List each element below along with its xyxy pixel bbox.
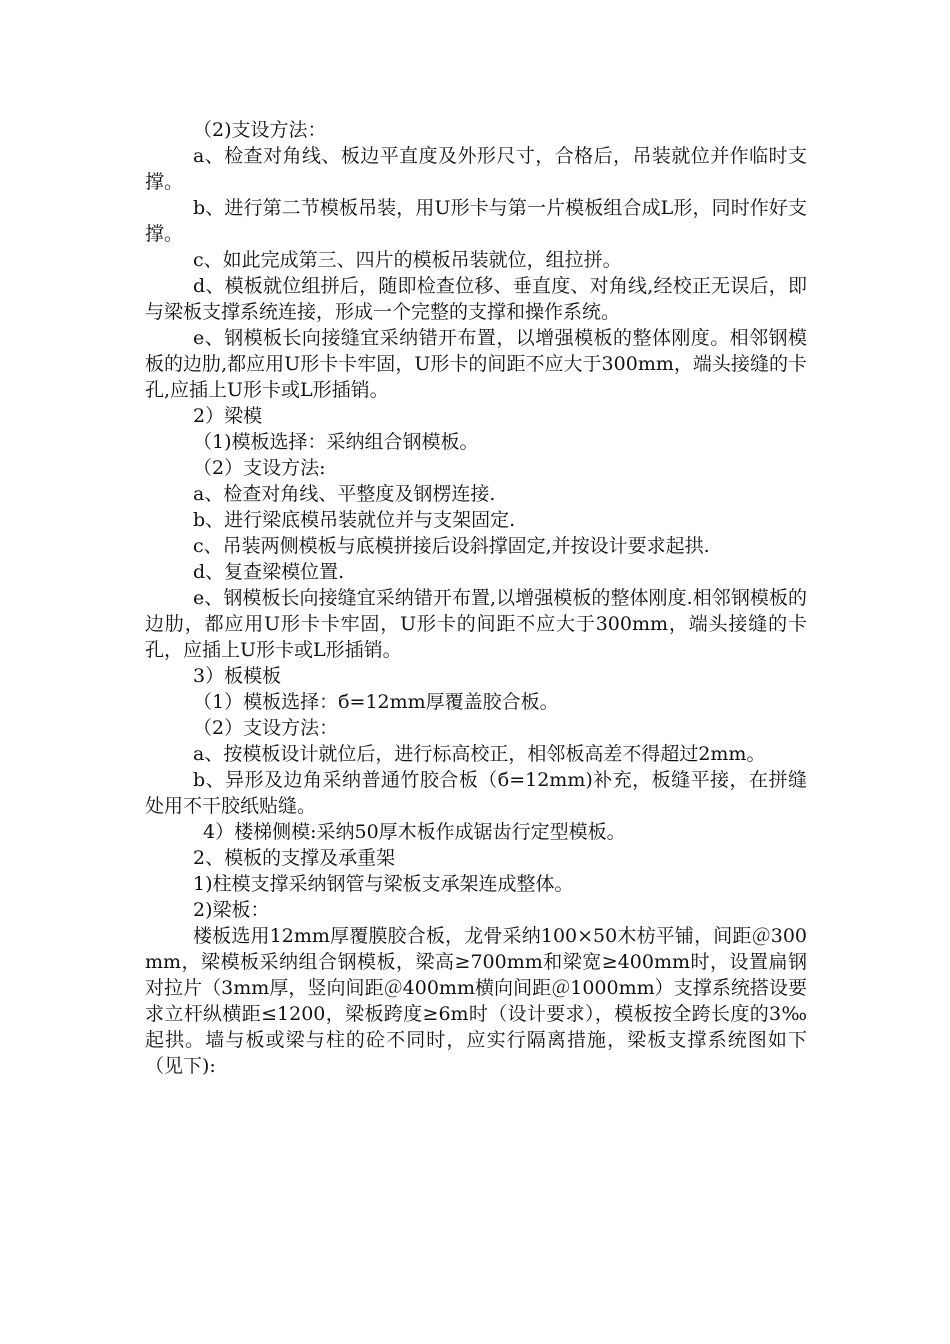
section-heading: 4）楼梯侧模:采纳50厚木板作成锯齿行定型模板。	[203, 821, 626, 843]
paragraph: d、复查梁模位置.	[193, 561, 345, 583]
paragraph: c、如此完成第三、四片的模板吊装就位，组拉拼。	[193, 249, 622, 271]
paragraph: b、进行第二节模板吊装，用U形卡与第一片模板组合成L形，同时作好支撑。	[145, 197, 807, 245]
paragraph: 楼板选用12mm厚覆膜胶合板，龙骨采纳100×50木枋平铺，间距＠300mm，梁模板采纳组合钢模板，梁高≥700mm和梁宽≥400mm时，设置扁钢对拉片（3mm厚，竖向间距＠400mm横向间距＠1000mm）支撑系统搭设要求立杆纵横距≤1200，梁板跨度≥6m时（设计要求），模板按全跨长度的3‰起拱。墙与板或梁与柱的砼不同时，应实行隔离措施，梁板支撑系统图如下（见下):	[145, 925, 807, 1077]
paragraph: （2)支设方法：	[193, 119, 327, 141]
paragraph: c、吊装两侧模板与底模拼接后设斜撑固定,并按设计要求起拱.	[193, 535, 710, 557]
paragraph: a、按模板设计就位后，进行标高校正，相邻板高差不得超过2mm。	[193, 743, 766, 765]
paragraph: （2）支设方法:	[193, 457, 326, 479]
section-heading: 2、模板的支撑及承重架	[193, 847, 396, 869]
paragraph: d、模板就位组拼后，随即检查位移、垂直度、对角线,经校正无误后，即与梁板支撑系统连接，形成一个完整的支撑和操作系统。	[145, 275, 807, 323]
body-text	[145, 117, 807, 1079]
paragraph: （1)模板选择：采纳组合钢模板。	[193, 431, 479, 453]
paragraph: a、检查对角线、平整度及钢楞连接.	[193, 483, 496, 505]
paragraph: b、异形及边角采纳普通竹胶合板（б=12mm)补充，板缝平接，在拼缝处用不干胶纸贴缝。	[145, 769, 807, 817]
paragraph: （2）支设方法：	[193, 717, 339, 739]
section-heading: 3）板模板	[193, 665, 282, 687]
section-heading: 2)梁板：	[193, 899, 270, 921]
paragraph: e、钢模板长向接缝宜采纳错开布置,以增强模板的整体刚度.相邻钢模板的边肋，都应用U形卡卡牢固，U形卡的间距不应大于300mm，端头接缝的卡孔，应插上U形卡或L形插销。	[145, 587, 807, 661]
paragraph: 1)柱模支撑采纳钢管与梁板支承架连成整体。	[193, 873, 574, 895]
paragraph: e、钢模板长向接缝宜采纳错开布置，以增强模板的整体刚度。相邻钢模板的边肋,都应用U形卡卡牢固，U形卡的间距不应大于300mm，端头接缝的卡孔,应插上U形卡或L形插销。	[145, 327, 807, 401]
section-heading: 2）梁模	[193, 405, 263, 427]
paragraph: （1）模板选择：б=12mm厚覆盖胶合板。	[193, 691, 559, 713]
paragraph: b、进行梁底模吊装就位并与支架固定.	[193, 509, 516, 531]
paragraph: a、检查对角线、板边平直度及外形尺寸，合格后，吊装就位并作临时支撑。	[145, 145, 807, 193]
